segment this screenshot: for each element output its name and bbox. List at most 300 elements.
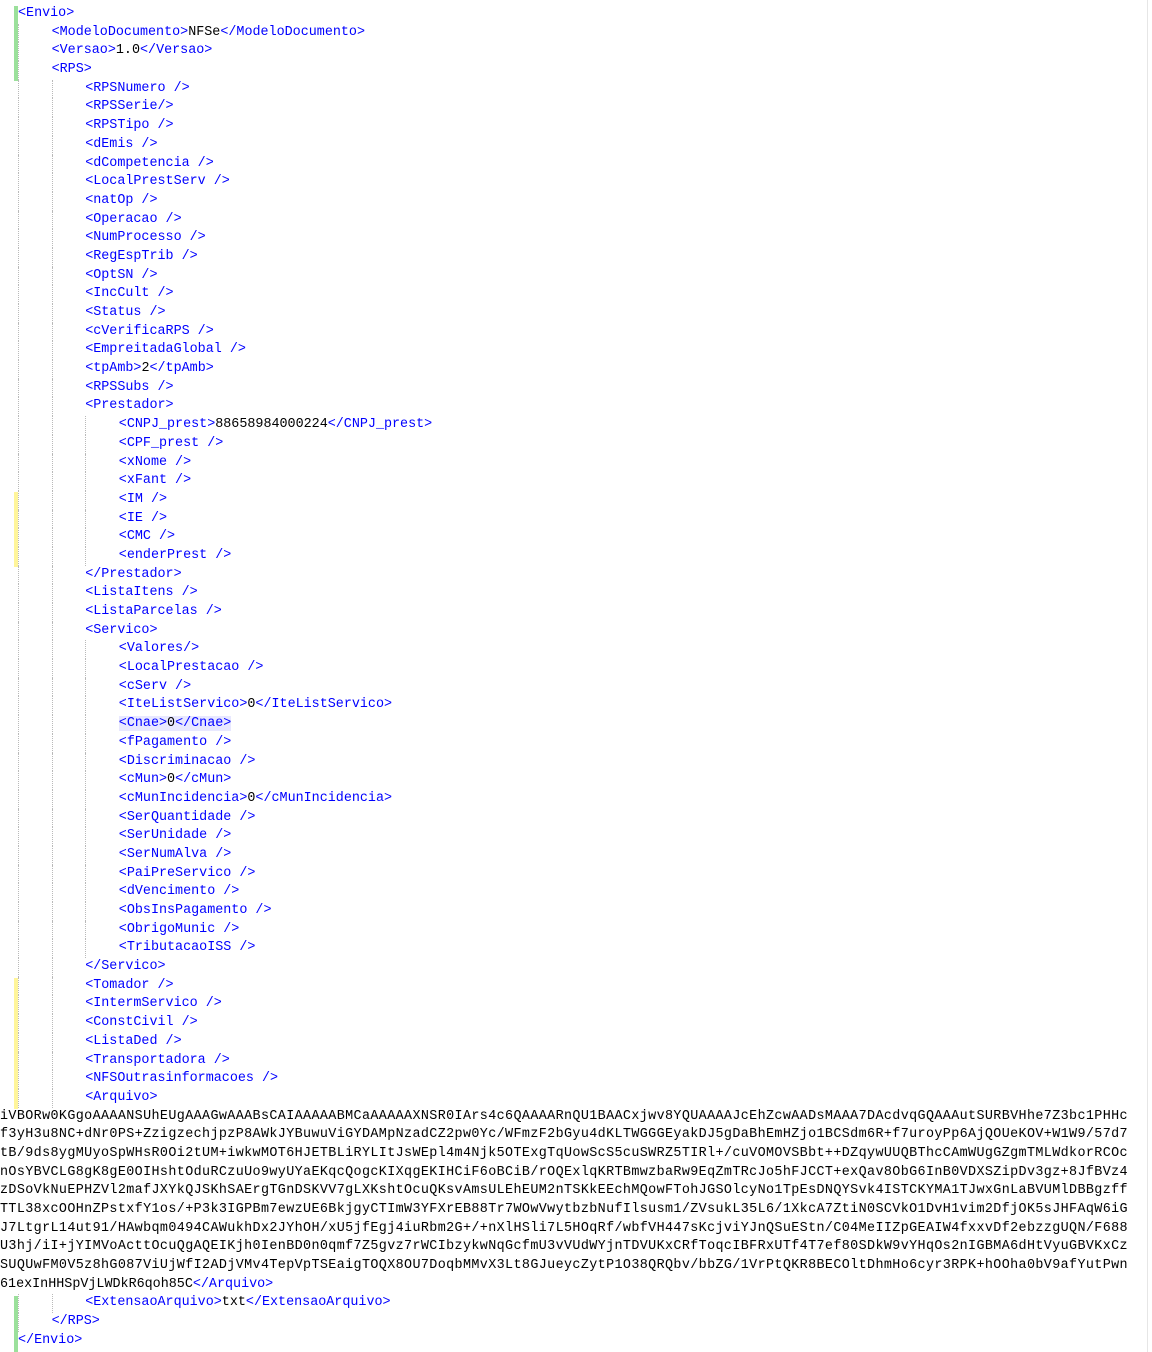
code-content: [85, 567, 181, 582]
indent-guide: [85, 753, 86, 772]
code-line[interactable]: [18, 5, 1148, 24]
indent-guide: [18, 285, 19, 304]
code-line[interactable]: [18, 734, 1148, 753]
indent-guide: [18, 809, 19, 828]
xml-open-tag: <RegEspTrib />: [85, 248, 198, 264]
code-content: [85, 268, 157, 283]
code-line[interactable]: [18, 1070, 1148, 1089]
code-line[interactable]: [18, 80, 1148, 99]
indent-guide: [18, 902, 19, 921]
xml-open-tag: <dCompetencia />: [85, 155, 214, 171]
xml-open-tag: <ObsInsPagamento />: [118, 903, 272, 918]
code-line[interactable]: [18, 659, 1148, 678]
indent-guide: [18, 846, 19, 865]
code-line[interactable]: [18, 827, 1148, 846]
indent-guide: [85, 454, 86, 473]
code-content: [52, 43, 213, 58]
code-content: [119, 641, 199, 656]
indent-guide: [18, 1014, 19, 1033]
code-line[interactable]: [18, 117, 1148, 136]
indent-guide: [85, 790, 86, 809]
code-content: [119, 828, 232, 843]
code-content: [119, 884, 240, 899]
indent-guide: [18, 491, 19, 510]
indent-guide: [85, 640, 86, 659]
code-line[interactable]: [18, 753, 1148, 772]
base64-text: tB/9ds8ygMUyoSpWHsR0Oi2tUM+iwkwMOT6HJETBLiRYLItJsWEpl4m4Njk5OTExgTqUowScS5cuSWRZ5TIRl+/cuVOMOVSBbt++DZqywUUQBThcCAmWUgGZgmTMLWdkorRCOc: [0, 1145, 1128, 1161]
code-line[interactable]: [18, 267, 1148, 286]
code-line[interactable]: [18, 229, 1148, 248]
indent-guide: [18, 1089, 19, 1108]
xml-code-view[interactable]: [0, 5, 1148, 1351]
code-line[interactable]: [18, 1089, 1148, 1108]
indent-guide: [52, 248, 53, 267]
code-line[interactable]: [18, 603, 1148, 622]
indent-guide: [52, 267, 53, 286]
code-line[interactable]: [18, 528, 1148, 547]
xml-open-tag: <tpAmb>: [85, 361, 142, 377]
indent-guide: [18, 678, 19, 697]
base64-text: J7LtgrL14ut91/HAwbqm0494CAWukhDx2JYhOH/xU5jfEgj4iuRbm2G+/+nXlHSli7L5HOqRf/wbfVH447sKcjviYJnQSuEStn/C04MeIIZpGEAIW4fxxvDf2ebzzgUQN/F688: [0, 1220, 1128, 1236]
indent-guide: [52, 98, 53, 117]
indent-guide: [52, 846, 53, 865]
indent-guide: [85, 715, 86, 734]
indent-guide: [85, 696, 86, 715]
indent-guide: [85, 491, 86, 510]
code-content: [119, 697, 392, 712]
code-content: [85, 156, 214, 171]
xml-open-tag: <SerQuantidade />: [118, 809, 256, 825]
indent-guide: [18, 136, 19, 155]
xml-open-tag: <ListaItens />: [85, 585, 198, 601]
base64-line[interactable]: [0, 1276, 1130, 1295]
indent-guide: [85, 902, 86, 921]
indent-guide: [52, 80, 53, 99]
indent-guide: [85, 734, 86, 753]
code-content: [119, 940, 256, 955]
xml-value: NFSe: [188, 24, 221, 40]
xml-open-tag: </Envio>: [18, 1332, 83, 1348]
code-content: [85, 305, 165, 320]
code-line[interactable]: [18, 883, 1148, 902]
code-line[interactable]: [18, 678, 1148, 697]
xml-open-tag: <ModeloDocumento>: [51, 24, 189, 40]
xml-open-tag: <xFant />: [118, 473, 192, 489]
xml-open-tag: <CMC />: [118, 529, 176, 545]
code-content: [119, 903, 272, 918]
code-content: [119, 436, 223, 451]
editor-right-edge: [1147, 0, 1148, 1352]
indent-guide: [18, 584, 19, 603]
indent-guide: [18, 1070, 19, 1089]
code-line[interactable]: [18, 435, 1148, 454]
base64-line[interactable]: [0, 1108, 1130, 1127]
indent-guide: [85, 921, 86, 940]
code-content: [85, 1053, 230, 1068]
code-line[interactable]: [18, 416, 1148, 435]
indent-guide: [52, 491, 53, 510]
xml-open-tag: <RPSSubs />: [85, 379, 174, 395]
indent-guide: [52, 323, 53, 342]
base64-text: iVBORw0KGgoAAAANSUhEUgAAAGwAAABsCAIAAAAABMCaAAAAAXNSR0IArs4c6QAAAARnQU1BAACxjwv8YQUAAAAJcEhZcwAADsMAAA7DAcdvqGQAAAutSURBVHhe7Z3bc1PHHc: [0, 1108, 1128, 1124]
xml-close-tag: </IteListServico>: [255, 697, 393, 713]
xml-open-tag: <IM />: [118, 491, 168, 507]
indent-guide: [52, 995, 53, 1014]
xml-open-tag: <dEmis />: [85, 136, 158, 152]
xml-open-tag: <ObrigoMunic />: [118, 921, 240, 937]
indent-guide: [18, 1033, 19, 1052]
code-line[interactable]: [18, 939, 1148, 958]
code-content: [119, 417, 432, 432]
code-line[interactable]: [18, 696, 1148, 715]
indent-guide: [52, 566, 53, 585]
indent-guide: [52, 640, 53, 659]
indent-guide: [52, 547, 53, 566]
indent-guide: [18, 921, 19, 940]
indent-guide: [18, 61, 19, 80]
code-content: [52, 62, 92, 77]
indent-guide: [18, 528, 19, 547]
indent-guide: [52, 510, 53, 529]
indent-guide: [52, 454, 53, 473]
code-line[interactable]: [18, 865, 1148, 884]
code-line[interactable]: [18, 622, 1148, 641]
code-content: [85, 978, 173, 993]
code-line[interactable]: [18, 136, 1148, 155]
base64-line[interactable]: [0, 1164, 1130, 1183]
indent-guide: [52, 211, 53, 230]
code-content: [85, 342, 246, 357]
code-line[interactable]: [18, 491, 1148, 510]
code-line[interactable]: [18, 341, 1148, 360]
code-line[interactable]: [18, 715, 1148, 734]
xml-open-tag: <IteListServico>: [118, 697, 248, 713]
indent-guide: [18, 379, 19, 398]
indent-guide: [52, 304, 53, 323]
indent-guide: [85, 435, 86, 454]
xml-open-tag: <RPS>: [51, 62, 92, 78]
indent-guide: [52, 715, 53, 734]
code-line[interactable]: [18, 192, 1148, 211]
code-content: [85, 212, 181, 227]
indent-guide: [52, 1033, 53, 1052]
code-content: [119, 548, 232, 563]
xml-open-tag: <IncCult />: [85, 286, 174, 302]
xml-close-tag: </cMunIncidencia>: [255, 790, 393, 806]
indent-guide: [18, 939, 19, 958]
code-line[interactable]: [18, 809, 1148, 828]
indent-guide: [18, 603, 19, 622]
base64-text: f3yH3u8NC+dNr0PS+ZzigzechjpzP8AWkJYBuwuViGYDAMpNzadCZ2pw0Yc/WFmzF2bGyu4dKLTWGGGEyakDJ5gDaBhEmHZjo1BCSdm6R+f7uroyPp6AjQOUeKOV+W1W9/57d7: [0, 1127, 1128, 1143]
indent-guide: [52, 622, 53, 641]
indent-guide: [18, 472, 19, 491]
xml-close-tag: </CNPJ_prest>: [327, 417, 433, 433]
indent-guide: [85, 472, 86, 491]
code-content: [85, 230, 206, 245]
code-content: [119, 679, 191, 694]
code-line[interactable]: [18, 771, 1148, 790]
base64-text: SUQUwFM0V5z8hG087ViUjWfI2ADjVMv4TepVpTSEaigTOQX8OU7DoqbMMvX3Lt8GJueycZytP1O38QRQbv/bbZG/1VrPtQKR8BECOltDhmHo6cyr3RPK+hOOha0bV9afYutPwn: [0, 1258, 1128, 1274]
xml-open-tag: <cMunIncidencia>: [118, 790, 248, 806]
xml-open-tag: <fPagamento />: [118, 734, 232, 750]
indent-guide: [18, 98, 19, 117]
xml-open-tag: <RPSSerie/>: [85, 99, 174, 115]
indent-guide: [85, 827, 86, 846]
xml-open-tag: <cVerificaRPS />: [85, 323, 214, 339]
code-content: [85, 361, 214, 376]
indent-guide: [52, 696, 53, 715]
code-content: [85, 1015, 198, 1030]
xml-open-tag: <IntermServico />: [85, 996, 222, 1012]
base64-line[interactable]: [0, 1201, 1130, 1220]
code-line[interactable]: [18, 1033, 1148, 1052]
xml-open-tag: <IE />: [118, 510, 168, 526]
xml-open-tag: <ConstCivil />: [85, 1015, 198, 1031]
indent-guide: [18, 323, 19, 342]
code-content: [119, 810, 256, 825]
code-content: [119, 492, 167, 507]
indent-guide: [52, 117, 53, 136]
code-line[interactable]: [18, 24, 1148, 43]
code-content: [85, 324, 214, 339]
xml-open-tag: <ExtensaoArquivo>: [85, 1295, 222, 1311]
indent-guide: [18, 24, 19, 43]
code-line[interactable]: [18, 472, 1148, 491]
code-content: [85, 1034, 181, 1049]
indent-guide: [52, 341, 53, 360]
indent-guide: [52, 155, 53, 174]
code-content: [119, 866, 256, 881]
code-line[interactable]: [18, 98, 1148, 117]
code-content: [119, 511, 167, 526]
base64-line[interactable]: [0, 1257, 1130, 1276]
indent-guide: [52, 734, 53, 753]
xml-value: 0: [167, 716, 176, 732]
indent-guide: [52, 435, 53, 454]
base64-line[interactable]: [0, 1220, 1130, 1239]
xml-open-tag: <cServ />: [118, 678, 192, 694]
code-content: [85, 118, 173, 133]
code-line[interactable]: [18, 379, 1148, 398]
indent-guide: [18, 547, 19, 566]
xml-open-tag: </Prestador>: [85, 566, 182, 582]
indent-guide: [18, 734, 19, 753]
xml-open-tag: <xNome />: [118, 454, 192, 470]
code-line[interactable]: [18, 323, 1148, 342]
code-line[interactable]: [18, 547, 1148, 566]
indent-guide: [18, 1313, 19, 1332]
indent-guide: [18, 42, 19, 61]
indent-guide: [52, 790, 53, 809]
indent-guide: [52, 1052, 53, 1071]
xml-close-tag: </ExtensaoArquivo>: [245, 1295, 391, 1311]
code-line[interactable]: [18, 902, 1148, 921]
indent-guide: [52, 379, 53, 398]
code-line[interactable]: [18, 61, 1148, 80]
indent-guide: [18, 771, 19, 790]
code-line[interactable]: [18, 211, 1148, 230]
indent-guide: [18, 1294, 19, 1313]
code-content: [85, 81, 189, 96]
xml-open-tag: <TributacaoISS />: [118, 940, 256, 956]
indent-guide: [18, 696, 19, 715]
indent-guide: [18, 173, 19, 192]
code-line[interactable]: [18, 584, 1148, 603]
xml-open-tag: <Envio>: [18, 6, 75, 21]
xml-close-tag: </Arquivo>: [192, 1276, 274, 1292]
indent-guide: [52, 1070, 53, 1089]
base64-line[interactable]: [0, 1145, 1130, 1164]
indent-guide: [52, 1014, 53, 1033]
code-line[interactable]: [18, 566, 1148, 585]
indent-guide: [85, 528, 86, 547]
indent-guide: [85, 939, 86, 958]
base64-text: TTL38xcOOHnZPstxfY1os/+P3k3IGPBm7ewzUE6BkjgyCTImW3YFXrEB88Tr7WOwVwytbzbNufIlsusm1/ZVsukL35L6/1XkcA7ZtiN0SCVkO1DvH1vim2DfjOK5sJHFAqW6iG: [0, 1202, 1128, 1217]
indent-guide: [18, 267, 19, 286]
xml-open-tag: <ListaDed />: [85, 1033, 182, 1049]
indent-guide: [52, 883, 53, 902]
indent-guide: [18, 977, 19, 996]
code-line[interactable]: [18, 454, 1148, 473]
indent-guide: [18, 995, 19, 1014]
code-content: [119, 754, 256, 769]
indent-guide: [18, 80, 19, 99]
code-content: [119, 735, 232, 750]
code-line[interactable]: [18, 1014, 1148, 1033]
base64-text: 61exInHHSpVjLWDkR6qoh85C: [0, 1276, 193, 1292]
code-content: [119, 473, 191, 488]
code-content: [119, 847, 232, 862]
code-line[interactable]: [18, 1313, 1148, 1332]
code-content: [85, 604, 222, 619]
indent-guide: [18, 211, 19, 230]
code-line[interactable]: [18, 360, 1148, 379]
code-content: [52, 1314, 100, 1329]
indent-guide: [18, 790, 19, 809]
code-line[interactable]: [18, 1332, 1148, 1351]
indent-guide: [52, 958, 53, 977]
indent-guide: [52, 678, 53, 697]
code-content: [85, 174, 230, 189]
indent-guide: [52, 472, 53, 491]
indent-guide: [52, 229, 53, 248]
indent-guide: [18, 229, 19, 248]
code-line[interactable]: [18, 995, 1148, 1014]
indent-guide: [18, 435, 19, 454]
indent-guide: [85, 510, 86, 529]
code-content: [85, 585, 198, 600]
code-line[interactable]: [18, 510, 1148, 529]
indent-guide: [52, 659, 53, 678]
code-line[interactable]: [18, 42, 1148, 61]
indent-guide: [52, 136, 53, 155]
code-content: [85, 1071, 278, 1086]
code-content: [85, 959, 165, 974]
code-line[interactable]: [18, 248, 1148, 267]
code-content: [119, 772, 232, 787]
xml-open-tag: </RPS>: [51, 1314, 100, 1330]
xml-open-tag: <EmpreitadaGlobal />: [85, 342, 246, 358]
code-line[interactable]: [18, 640, 1148, 659]
code-line[interactable]: [18, 846, 1148, 865]
indent-guide: [52, 977, 53, 996]
indent-guide: [52, 1294, 53, 1313]
code-line[interactable]: [18, 1294, 1148, 1313]
indent-guide: [18, 397, 19, 416]
xml-open-tag: <Arquivo>: [85, 1089, 158, 1105]
base64-line[interactable]: [0, 1126, 1130, 1145]
xml-value: txt: [221, 1295, 246, 1311]
code-content: [85, 1090, 157, 1105]
code-content: [119, 922, 240, 937]
base64-text: nOsYBVCLG8gK8gE0OIHshtOduRCzuUo9wyUYaEKqcQogcKIXqgEKIHCiF6oBCiB/rOQExlqKRTBmwzbaRw9EqZmTRcJo5hFJCCT+exQav8ObG6InB0VDXSZipDv3gz+8JfBVz4: [0, 1164, 1128, 1180]
indent-guide: [85, 809, 86, 828]
xml-open-tag: <CNPJ_prest>: [118, 417, 216, 433]
indent-guide: [52, 173, 53, 192]
indent-guide: [52, 865, 53, 884]
xml-close-tag: </Versao>: [140, 43, 213, 59]
indent-guide: [18, 827, 19, 846]
indent-guide: [85, 547, 86, 566]
base64-line[interactable]: [0, 1182, 1130, 1201]
code-line[interactable]: [18, 155, 1148, 174]
code-line[interactable]: [18, 1052, 1148, 1071]
xml-value: 1.0: [115, 43, 140, 59]
indent-guide: [52, 753, 53, 772]
indent-guide: [18, 640, 19, 659]
xml-value: 0: [167, 772, 176, 788]
code-content: [85, 286, 173, 301]
base64-line[interactable]: [0, 1238, 1130, 1257]
xml-open-tag: <enderPrest />: [118, 547, 232, 563]
indent-guide: [18, 1052, 19, 1071]
xml-close-tag: </ModeloDocumento>: [220, 24, 366, 40]
code-line[interactable]: [18, 304, 1148, 323]
code-line[interactable]: [18, 397, 1148, 416]
code-line[interactable]: [18, 921, 1148, 940]
xml-open-tag: <Prestador>: [85, 398, 174, 414]
code-line[interactable]: [18, 977, 1148, 996]
indent-guide: [18, 659, 19, 678]
indent-guide: [52, 397, 53, 416]
indent-guide: [18, 155, 19, 174]
indent-guide: [18, 753, 19, 772]
xml-value: 0: [247, 697, 256, 713]
code-line[interactable]: [18, 173, 1148, 192]
code-content: [85, 99, 173, 114]
xml-open-tag: <Versao>: [51, 43, 116, 59]
xml-open-tag: <Discriminacao />: [118, 753, 256, 769]
indent-guide: [52, 416, 53, 435]
xml-close-tag: </cMun>: [175, 772, 232, 788]
indent-guide: [18, 622, 19, 641]
indent-guide: [18, 304, 19, 323]
indent-guide: [52, 603, 53, 622]
indent-guide: [18, 117, 19, 136]
code-content: [85, 193, 157, 208]
indent-guide: [85, 883, 86, 902]
code-line[interactable]: [18, 285, 1148, 304]
code-line[interactable]: [18, 790, 1148, 809]
code-content: [85, 398, 173, 413]
xml-open-tag: </Servico>: [85, 959, 166, 975]
xml-open-tag: <NumProcesso />: [85, 230, 206, 246]
code-line[interactable]: [18, 958, 1148, 977]
xml-open-tag: <Operacao />: [85, 211, 182, 227]
code-content: [85, 623, 157, 638]
indent-guide: [52, 771, 53, 790]
indent-guide: [18, 958, 19, 977]
